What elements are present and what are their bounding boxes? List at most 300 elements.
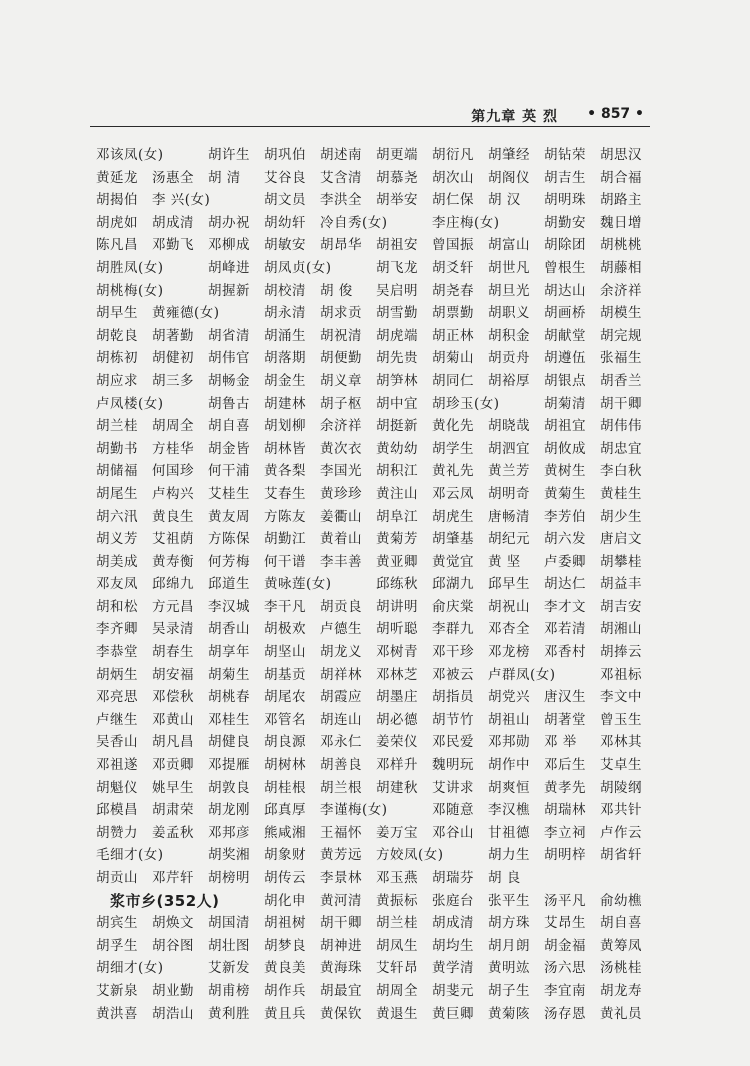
martyr-name: 胡模生: [600, 305, 642, 322]
martyr-name: 胡同仁: [432, 372, 474, 389]
martyr-name: 胡纪元: [488, 531, 530, 548]
martyr-name: 胡仁保: [432, 192, 474, 209]
martyr-name: 胡藤相: [600, 259, 642, 276]
martyr-name: 胡尾农: [264, 689, 306, 706]
martyr-name: 胡干卿: [600, 395, 642, 412]
martyr-name: 邓亮思: [96, 689, 138, 706]
roster-row: [96, 935, 656, 958]
martyr-name: 胡肇经: [488, 147, 530, 163]
martyr-name: 胡爽恒: [488, 779, 530, 796]
chapter-title: 第九章 英 烈: [471, 109, 558, 125]
martyr-name: 胡飞龙: [376, 259, 418, 276]
martyr-name: 胡菊生: [208, 666, 250, 683]
martyr-name: 胡梦良: [264, 937, 306, 954]
martyr-name: 邓祖遂: [96, 757, 138, 774]
roster-row: [96, 686, 656, 709]
martyr-name: 卢德生: [320, 621, 362, 638]
martyr-name: 胡文员: [264, 192, 306, 209]
martyr-name: 李 兴(女): [152, 192, 211, 209]
martyr-name: 汤平凡: [544, 892, 586, 909]
martyr-name: 胡必德: [376, 711, 418, 728]
martyr-name: 胡基贡: [264, 666, 306, 683]
martyr-name: 胡祥林: [320, 666, 362, 683]
martyr-name: 胡桂根: [264, 779, 306, 796]
martyr-name: 胡作兵: [264, 982, 306, 999]
martyr-name: 胡周全: [376, 982, 418, 999]
martyr-name: 胡成清: [152, 214, 194, 231]
martyr-name: 邓 举: [544, 734, 577, 751]
roster-row: [96, 912, 656, 935]
martyr-name: 艾桂生: [208, 485, 250, 502]
martyr-name: 艾卓生: [600, 757, 642, 774]
martyr-name: 胡祖山: [488, 711, 530, 728]
roster-row: [96, 234, 656, 257]
martyr-name: 黄洪喜: [96, 1005, 138, 1022]
martyr-name: 邓友凤: [96, 576, 138, 593]
martyr-name: 胡晓哉: [488, 418, 530, 435]
martyr-name: 邓谷山: [432, 824, 474, 841]
martyr-name: 黄化先: [432, 418, 474, 435]
roster-row: [96, 460, 656, 483]
roster-row: [96, 596, 656, 619]
martyr-name: 姜衢山: [320, 508, 362, 525]
martyr-name: 胡积江: [376, 463, 418, 480]
martyr-name: 胡讲明: [376, 598, 418, 615]
martyr-name: 艾谷良: [264, 169, 306, 186]
martyr-name: 邓若清: [544, 621, 586, 638]
martyr-name: 胡瑞芬: [432, 870, 474, 886]
martyr-name: 胡香兰: [600, 372, 642, 389]
roster-row: [96, 709, 656, 732]
martyr-name: 胡伟伟: [600, 418, 642, 435]
martyr-name: 胡票勤: [432, 305, 474, 322]
martyr-name: 胡建秋: [376, 779, 418, 796]
martyr-name: 曾国振: [432, 237, 474, 254]
martyr-name: 邓偿秋: [152, 689, 194, 706]
martyr-name: 胡陵纲: [600, 779, 642, 796]
roster-row: [96, 867, 656, 890]
martyr-name: 邓龙榜: [488, 644, 530, 661]
martyr-name: 邓干珍: [432, 644, 474, 661]
martyr-name: 邓提雁: [208, 757, 250, 774]
roster-row: [96, 618, 656, 641]
martyr-name: 黄良美: [264, 960, 306, 977]
martyr-name: 胡除团: [544, 237, 586, 254]
martyr-name: 黄兰芳: [488, 463, 530, 480]
martyr-name: 胡涌生: [264, 327, 306, 344]
martyr-name: 胡尾生: [96, 485, 138, 502]
martyr-name: 胡胜凤(女): [96, 259, 164, 276]
martyr-name: 胡雪勤: [376, 305, 418, 322]
martyr-name: 胡钻荣: [544, 147, 586, 163]
martyr-name: 曾玉生: [600, 711, 642, 728]
martyr-name: 俞幼樵: [600, 892, 642, 909]
martyr-name: 胡贡良: [320, 598, 362, 615]
martyr-name: 艾讲求: [432, 779, 474, 796]
martyr-name: 黄咏莲(女): [264, 576, 332, 593]
martyr-name: 汤桃桂: [600, 960, 642, 977]
martyr-name: 胡浩山: [152, 1005, 194, 1022]
martyr-name: 胡赞力: [96, 824, 138, 841]
martyr-name: 何芳梅: [208, 553, 250, 570]
martyr-name: 胡焕文: [152, 915, 194, 932]
roster-row: [96, 506, 656, 529]
martyr-name: 李才文: [544, 598, 586, 615]
martyr-name: 胡凤贞(女): [264, 259, 332, 276]
martyr-name: 汤存恩: [544, 1005, 586, 1022]
martyr-name: 胡旦光: [488, 282, 530, 299]
martyr-name: 胡揭伯: [96, 192, 138, 209]
martyr-name: 黄雍德(女): [152, 305, 220, 322]
martyr-name: 黄孝先: [544, 779, 586, 796]
martyr-name: 胡祖宜: [544, 418, 586, 435]
martyr-name: 胡龙义: [320, 644, 362, 661]
martyr-name: 胡魁仪: [96, 779, 138, 796]
roster-row: [96, 483, 656, 506]
martyr-name: 胡达山: [544, 282, 586, 299]
roster-row: [96, 438, 656, 461]
martyr-name: 胡 良: [488, 870, 521, 886]
martyr-name: 胡思汉: [600, 147, 642, 163]
martyr-name: 胡瑞林: [544, 802, 586, 819]
martyr-name: 吴香山: [96, 734, 138, 751]
martyr-name: 胡阜江: [376, 508, 418, 525]
martyr-name: 汤惠全: [152, 169, 194, 186]
martyr-name: 胡敦良: [208, 779, 250, 796]
martyr-name: 何国珍: [152, 463, 194, 480]
section-heading: 浆市乡(352人): [110, 891, 220, 910]
martyr-name: 余济祥: [600, 282, 642, 299]
martyr-name: 黄寿衡: [152, 553, 194, 570]
martyr-name: 余济祥: [320, 418, 362, 435]
martyr-name: 李国光: [320, 463, 362, 480]
martyr-name: 胡挺新: [376, 418, 418, 435]
martyr-name: 胡业勤: [152, 982, 194, 999]
martyr-name: 胡爻轩: [432, 259, 474, 276]
martyr-name: 胡肇基: [432, 531, 474, 548]
martyr-name: 邓祖标: [600, 666, 642, 683]
martyr-name: 邓树青: [376, 644, 418, 661]
martyr-name: 胡举安: [376, 192, 418, 209]
martyr-name: 胡峰进: [208, 259, 250, 276]
martyr-name: 胡节竹: [432, 711, 474, 728]
martyr-name: 胡尧春: [432, 282, 474, 299]
roster-row: [96, 393, 656, 416]
martyr-name: 胡六发: [544, 531, 586, 548]
martyr-name: 邱练秋: [376, 576, 418, 593]
martyr-name: 邱绵九: [152, 576, 194, 593]
martyr-name: 李洪全: [320, 192, 362, 209]
martyr-name: 邓柳成: [208, 237, 250, 254]
martyr-name: 胡祝清: [320, 327, 362, 344]
martyr-name: 胡传云: [264, 870, 306, 886]
martyr-name: 胡虎如: [96, 214, 138, 231]
roster-row: [96, 528, 656, 551]
martyr-name: 吴录清: [152, 621, 194, 638]
martyr-name: 胡落期: [264, 350, 306, 367]
martyr-name: 胡三多: [152, 372, 194, 389]
martyr-name: 胡月朗: [488, 937, 530, 954]
martyr-name: 胡斐元: [432, 982, 474, 999]
roster-row: [96, 890, 656, 913]
martyr-name: 胡忠宜: [600, 440, 642, 457]
martyr-name: 胡指员: [432, 689, 474, 706]
martyr-name: 胡坚山: [264, 644, 306, 661]
martyr-name: 邓林其: [600, 734, 642, 751]
martyr-name: 胡甫榜: [208, 982, 250, 999]
roster-row: [96, 370, 656, 393]
martyr-name: 胡储福: [96, 463, 138, 480]
martyr-name: 胡泗宜: [488, 440, 530, 457]
martyr-name: 胡方珠: [488, 915, 530, 932]
martyr-name: 唐畅清: [488, 508, 530, 525]
martyr-name: 胡勤安: [544, 214, 586, 231]
martyr-name: 方陈保: [208, 531, 250, 548]
martyr-name: 姜万宝: [376, 824, 418, 841]
martyr-name: 黄亚卿: [376, 553, 418, 570]
roster-row: [96, 325, 656, 348]
martyr-name: 李庄梅(女): [432, 214, 500, 231]
martyr-name: 胡乾良: [96, 327, 138, 344]
martyr-name: 邱湖九: [432, 576, 474, 593]
martyr-name: 胡更端: [376, 147, 418, 163]
martyr-name: 黄 坚: [488, 553, 521, 570]
martyr-name: 邓被云: [432, 666, 474, 683]
martyr-name: 胡遵伍: [544, 350, 586, 367]
martyr-name: 胡幼轩: [264, 214, 306, 231]
martyr-name: 胡连山: [320, 711, 362, 728]
martyr-name: 胡春生: [152, 644, 194, 661]
martyr-name: 胡林皆: [264, 440, 306, 457]
martyr-name: 胡划柳: [264, 418, 306, 435]
roster-row: [96, 573, 656, 596]
martyr-name: 黄着山: [320, 531, 362, 548]
martyr-name: 黄菊芳: [376, 531, 418, 548]
martyr-name: 何干谱: [264, 553, 306, 570]
martyr-name: 胡伟官: [208, 350, 250, 367]
martyr-name: 胡裕厚: [488, 372, 530, 389]
martyr-name: 冷自秀(女): [320, 214, 388, 231]
martyr-name: 胡象财: [264, 847, 306, 864]
martyr-name: 胡六汛: [96, 508, 138, 525]
martyr-name: 胡桃梅(女): [96, 282, 164, 299]
martyr-name: 胡子枢: [320, 395, 362, 412]
roster-row: [96, 731, 656, 754]
martyr-name: 李芳伯: [544, 508, 586, 525]
martyr-name: 黄保钦: [320, 1005, 362, 1022]
martyr-name: 方陈友: [264, 508, 306, 525]
martyr-name: 胡校清: [264, 282, 306, 299]
martyr-name: 张庭台: [432, 892, 474, 909]
martyr-name: 姚早生: [152, 779, 194, 796]
martyr-name: 李立祠: [544, 824, 586, 841]
roster-row: [96, 980, 656, 1003]
martyr-name: 毛细才(女): [96, 847, 164, 864]
martyr-name: 胡墨庄: [376, 689, 418, 706]
martyr-name: 胡义芳: [96, 531, 138, 548]
roster-row: [96, 822, 656, 845]
martyr-name: 王福怀: [320, 824, 362, 841]
martyr-name: 卢委卿: [544, 553, 586, 570]
martyr-name: 卢构兴: [152, 485, 194, 502]
martyr-name: 邓民爱: [432, 734, 474, 751]
martyr-name: 胡握新: [208, 282, 250, 299]
martyr-name: 胡桃春: [208, 689, 250, 706]
martyr-name: 胡求贡: [320, 305, 362, 322]
martyr-name: 胡奖湘: [208, 847, 250, 864]
martyr-name: 邱模昌: [96, 802, 138, 819]
martyr-name: 邓芹轩: [152, 870, 194, 886]
martyr-name: 邓林芝: [376, 666, 418, 683]
martyr-name: 魏明玩: [432, 757, 474, 774]
martyr-name-roster: [96, 144, 656, 1025]
martyr-name: 胡干卿: [320, 915, 362, 932]
martyr-name: 胡畅金: [208, 372, 250, 389]
martyr-name: 黄明竑: [488, 960, 530, 977]
martyr-name: 胡少生: [600, 508, 642, 525]
martyr-name: 艾含清: [320, 169, 362, 186]
martyr-name: 胡明梓: [544, 847, 586, 864]
martyr-name: 李景林: [320, 870, 362, 886]
martyr-name: 胡早生: [96, 305, 138, 322]
martyr-name: 胡菊山: [432, 350, 474, 367]
martyr-name: 胡虎端: [376, 327, 418, 344]
martyr-name: 胡霞应: [320, 689, 362, 706]
martyr-name: 胡祖安: [376, 237, 418, 254]
martyr-name: 黄巨卿: [432, 1005, 474, 1022]
martyr-name: 胡金皆: [208, 440, 250, 457]
martyr-name: 胡祝山: [488, 598, 530, 615]
martyr-name: 李汉城: [208, 598, 250, 615]
martyr-name: 卢继生: [96, 711, 138, 728]
martyr-name: 胡 俊: [320, 282, 353, 299]
martyr-name: 胡虎生: [432, 508, 474, 525]
martyr-name: 胡永清: [264, 305, 306, 322]
martyr-name: 胡吉生: [544, 169, 586, 186]
martyr-name: 姜孟秋: [152, 824, 194, 841]
martyr-name: 胡兰根: [320, 779, 362, 796]
martyr-name: 胡慕尧: [376, 169, 418, 186]
martyr-name: 胡作中: [488, 757, 530, 774]
martyr-name: 李丰善: [320, 553, 362, 570]
martyr-name: 胡世凡: [488, 259, 530, 276]
martyr-name: 黄友周: [208, 508, 250, 525]
martyr-name: 邓后生: [544, 757, 586, 774]
martyr-name: 胡凤生: [376, 937, 418, 954]
martyr-name: 艾新发: [208, 960, 250, 977]
martyr-name: 胡笋林: [376, 372, 418, 389]
martyr-name: 胡画桥: [544, 305, 586, 322]
martyr-name: 胡自喜: [600, 915, 642, 932]
roster-row: [96, 212, 656, 235]
martyr-name: 胡先贵: [376, 350, 418, 367]
martyr-name: 胡菊清: [544, 395, 586, 412]
martyr-name: 黄礼员: [600, 1005, 642, 1022]
martyr-name: 胡化申: [264, 892, 306, 909]
martyr-name: 胡路主: [600, 192, 642, 209]
martyr-name: 黄退生: [376, 1005, 418, 1022]
roster-row: [96, 257, 656, 280]
martyr-name: 胡均生: [432, 937, 474, 954]
martyr-name: 邓勤飞: [152, 237, 194, 254]
roster-row: [96, 777, 656, 800]
martyr-name: 胡省轩: [600, 847, 642, 864]
martyr-name: 胡许生: [208, 147, 250, 163]
martyr-name: 艾春生: [264, 485, 306, 502]
martyr-name: 胡贡山: [96, 870, 138, 886]
martyr-name: 胡金福: [544, 937, 586, 954]
martyr-name: 熊咸湘: [264, 824, 306, 841]
martyr-name: 艾新泉: [96, 982, 138, 999]
roster-row: [96, 189, 656, 212]
martyr-name: 甘祖德: [488, 824, 530, 841]
martyr-name: 胡义章: [320, 372, 362, 389]
martyr-name: 胡合福: [600, 169, 642, 186]
martyr-name: 胡最宜: [320, 982, 362, 999]
martyr-name: 胡学生: [432, 440, 474, 457]
martyr-name: 胡子生: [488, 982, 530, 999]
martyr-name: 李干凡: [264, 598, 306, 615]
martyr-name: 胡宾生: [96, 915, 138, 932]
martyr-name: 胡便勤: [320, 350, 362, 367]
martyr-name: 黄菊陔: [488, 1005, 530, 1022]
martyr-name: 邓黄山: [152, 711, 194, 728]
martyr-name: 胡攀桂: [600, 553, 642, 570]
martyr-name: 胡极欢: [264, 621, 306, 638]
martyr-name: 胡应求: [96, 372, 138, 389]
martyr-name: 张福生: [600, 350, 642, 367]
martyr-name: 胡健良: [208, 734, 250, 751]
martyr-name: 胡龙刚: [208, 802, 250, 819]
martyr-name: 黄觉宜: [432, 553, 474, 570]
roster-row: [96, 957, 656, 980]
martyr-name: 胡献堂: [544, 327, 586, 344]
martyr-name: 胡自喜: [208, 418, 250, 435]
martyr-name: 胡正林: [432, 327, 474, 344]
martyr-name: 胡凡昌: [152, 734, 194, 751]
martyr-name: 姜荣仪: [376, 734, 418, 751]
martyr-name: 胡兰桂: [376, 915, 418, 932]
martyr-name: 胡捧云: [600, 644, 642, 661]
martyr-name: 黄利胜: [208, 1005, 250, 1022]
martyr-name: 李汉樵: [488, 802, 530, 819]
martyr-name: 李文中: [600, 689, 642, 706]
martyr-name: 胡党兴: [488, 689, 530, 706]
roster-row: [96, 347, 656, 370]
martyr-name: 邓玉燕: [376, 870, 418, 886]
martyr-name: 胡谷图: [152, 937, 194, 954]
martyr-name: 胡积金: [488, 327, 530, 344]
martyr-name: 胡职义: [488, 305, 530, 322]
martyr-name: 胡 清: [208, 169, 241, 186]
martyr-name: 胡周全: [152, 418, 194, 435]
martyr-name: 胡勤书: [96, 440, 138, 457]
martyr-name: 胡兰桂: [96, 418, 138, 435]
martyr-name: 胡美成: [96, 553, 138, 570]
martyr-name: 胡述南: [320, 147, 362, 163]
roster-row: [96, 1003, 656, 1026]
martyr-name: 胡明珠: [544, 192, 586, 209]
martyr-name: 黄珍珍: [320, 485, 362, 502]
martyr-name: 李群九: [432, 621, 474, 638]
martyr-name: 邓永仁: [320, 734, 362, 751]
martyr-name: 胡 汉: [488, 192, 521, 209]
martyr-name: 艾祖荫: [152, 531, 194, 548]
martyr-name: 黄树生: [544, 463, 586, 480]
martyr-name: 胡祖树: [264, 915, 306, 932]
martyr-name: 黄学清: [432, 960, 474, 977]
martyr-name: 胡益丰: [600, 576, 642, 593]
